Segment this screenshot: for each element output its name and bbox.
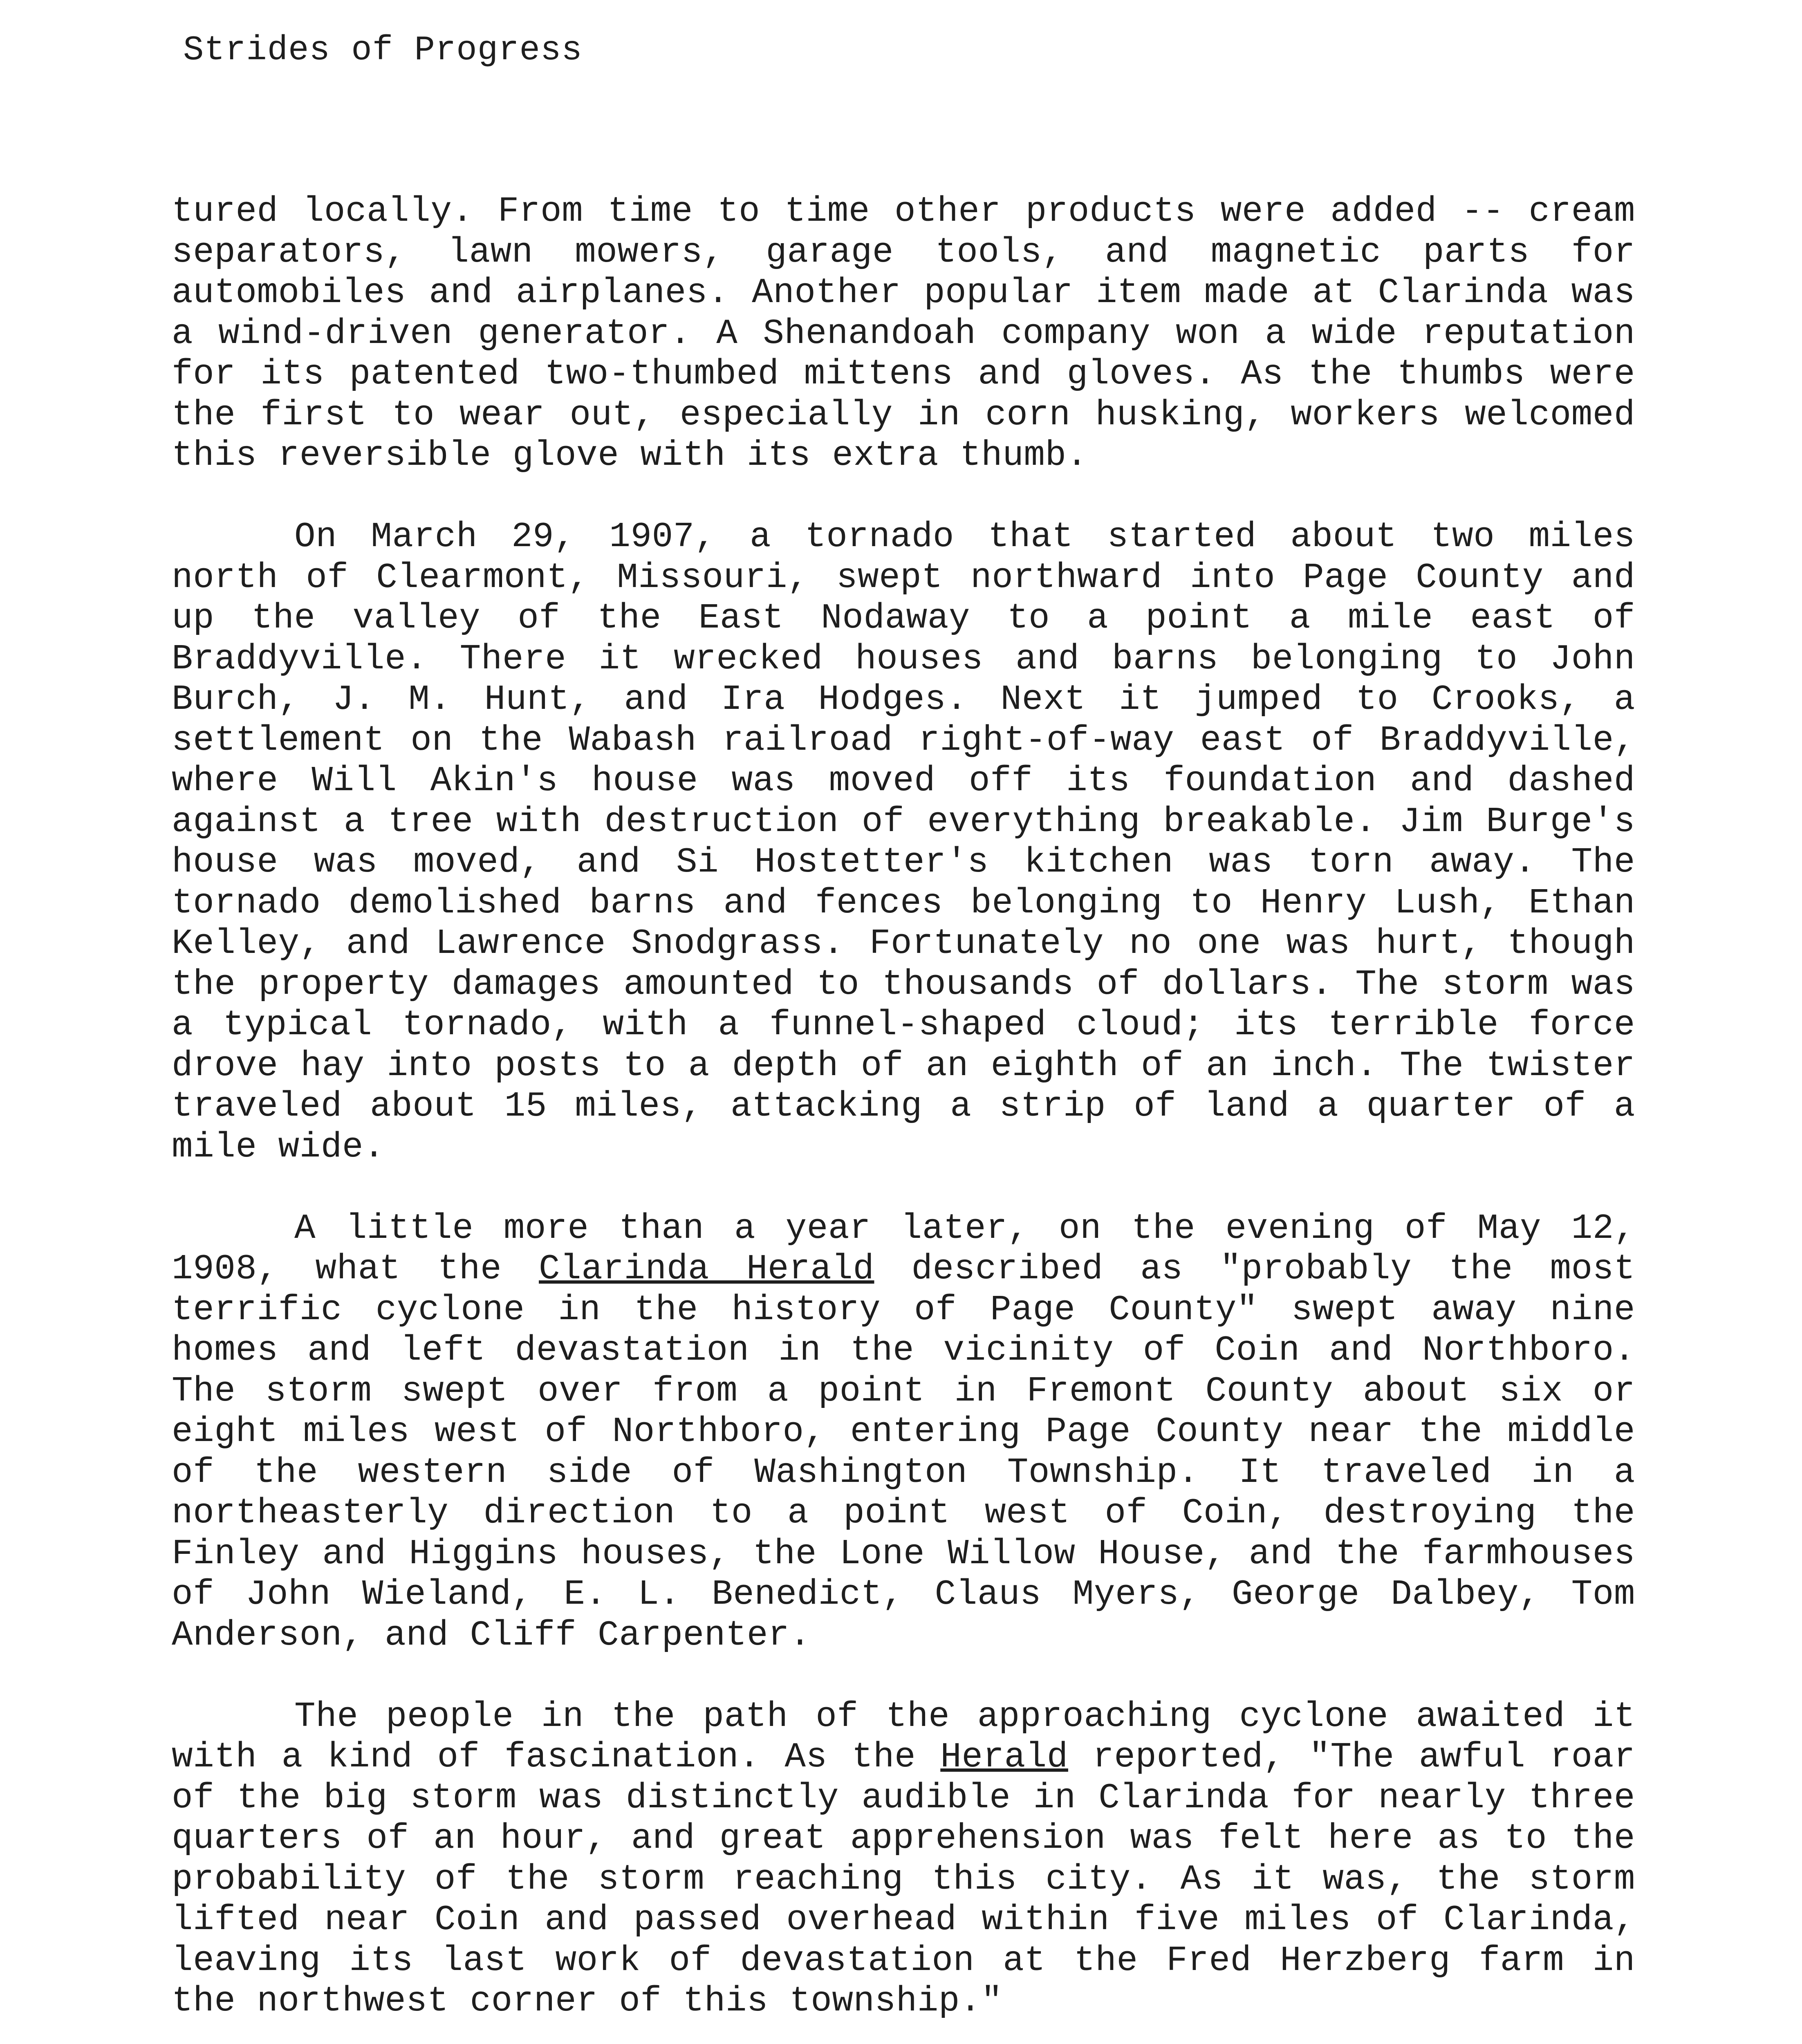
paragraph-1: tured locally. From time to time other products were added -- cream separators, lawn mowers, garage tools, and magnetic parts for automobiles and airplanes. Another popular item made at Clarinda was a wind-driven generator. A Shenandoah company won a wide reputation for its patented two-thumbed mittens and gloves. As the thumbs were the first to wear out, especially in corn husking, workers welcomed this reversible glove with its extra thumb. (172, 191, 1635, 475)
running-title: Strides of Progress (183, 31, 583, 70)
paragraph-4 (172, 1697, 1635, 2022)
paragraph-4-text-b: reported, "The awful roar of the big storm was distinctly audible in Clarinda for nearly three quarters of an hour, and great apprehension was felt here as to the probability of the storm reaching this city. As it was, the storm lifted near Coin and passed overhead within five miles of Clarinda, leaving its last work of devastation at the Fred Herzberg farm in the northwest corner of this township." (172, 1737, 1636, 2021)
paragraph-2: On March 29, 1907, a tornado that started about two miles north of Clearmont, Missouri, swept northward into Page County and up the valley of the East Nodaway to a point a mile east of Braddyville. There it wrecked houses and barns belonging to John Burch, J. M. Hunt, and Ira Hodges. Next it jumped to Crooks, a settlement on the Wabash railroad right-of-way east of Braddyville, where Will Akin's house was moved off its foundation and dashed against a tree with destruction of everything breakable. Jim Burge's house was moved, and Si Hostetter's kitchen was torn away. The tornado demolished barns and fences belonging to Henry Lush, Ethan Kelley, and Lawrence Snodgrass. Fortunately no one was hurt, though the property damages amounted to thousands of dollars. The storm was a typical tornado, with a funnel-shaped cloud; its terrible force drove hay into posts to a depth of an eighth of an inch. The twister traveled about 15 miles, attacking a strip of land a quarter of a mile wide. (172, 517, 1635, 1167)
newspaper-title-clarinda-herald: Clarinda Herald (539, 1249, 874, 1289)
paragraph-3 (172, 1208, 1635, 1656)
newspaper-title-herald: Herald (940, 1737, 1068, 1777)
body-text (172, 191, 1635, 2044)
paragraph-3-text-a: A little more than a year later, on the evening of May 12, 1908, what the (172, 1208, 1635, 1289)
paragraph-3-text-b: described as "probably the most terrific cyclone in the history of Page County" swept away nine homes and left devastation in the vicinity of Coin and Northboro. The storm swept over from a point in Fremont County about six or eight miles west of Northboro, entering Page County near the middle of the western side of Washington Township. It traveled in a northeasterly direction to a point west of Coin, destroying the Finley and Higgins houses, the Lone Willow House, and the farmhouses of John Wieland, E. L. Benedict, Claus Myers, George Dalbey, Tom Anderson, and Cliff Carpenter. (172, 1249, 1635, 1655)
paragraph-4-text-a: The people in the path of the approaching cyclone awaited it with a kind of fascination. As the (172, 1696, 1635, 1777)
